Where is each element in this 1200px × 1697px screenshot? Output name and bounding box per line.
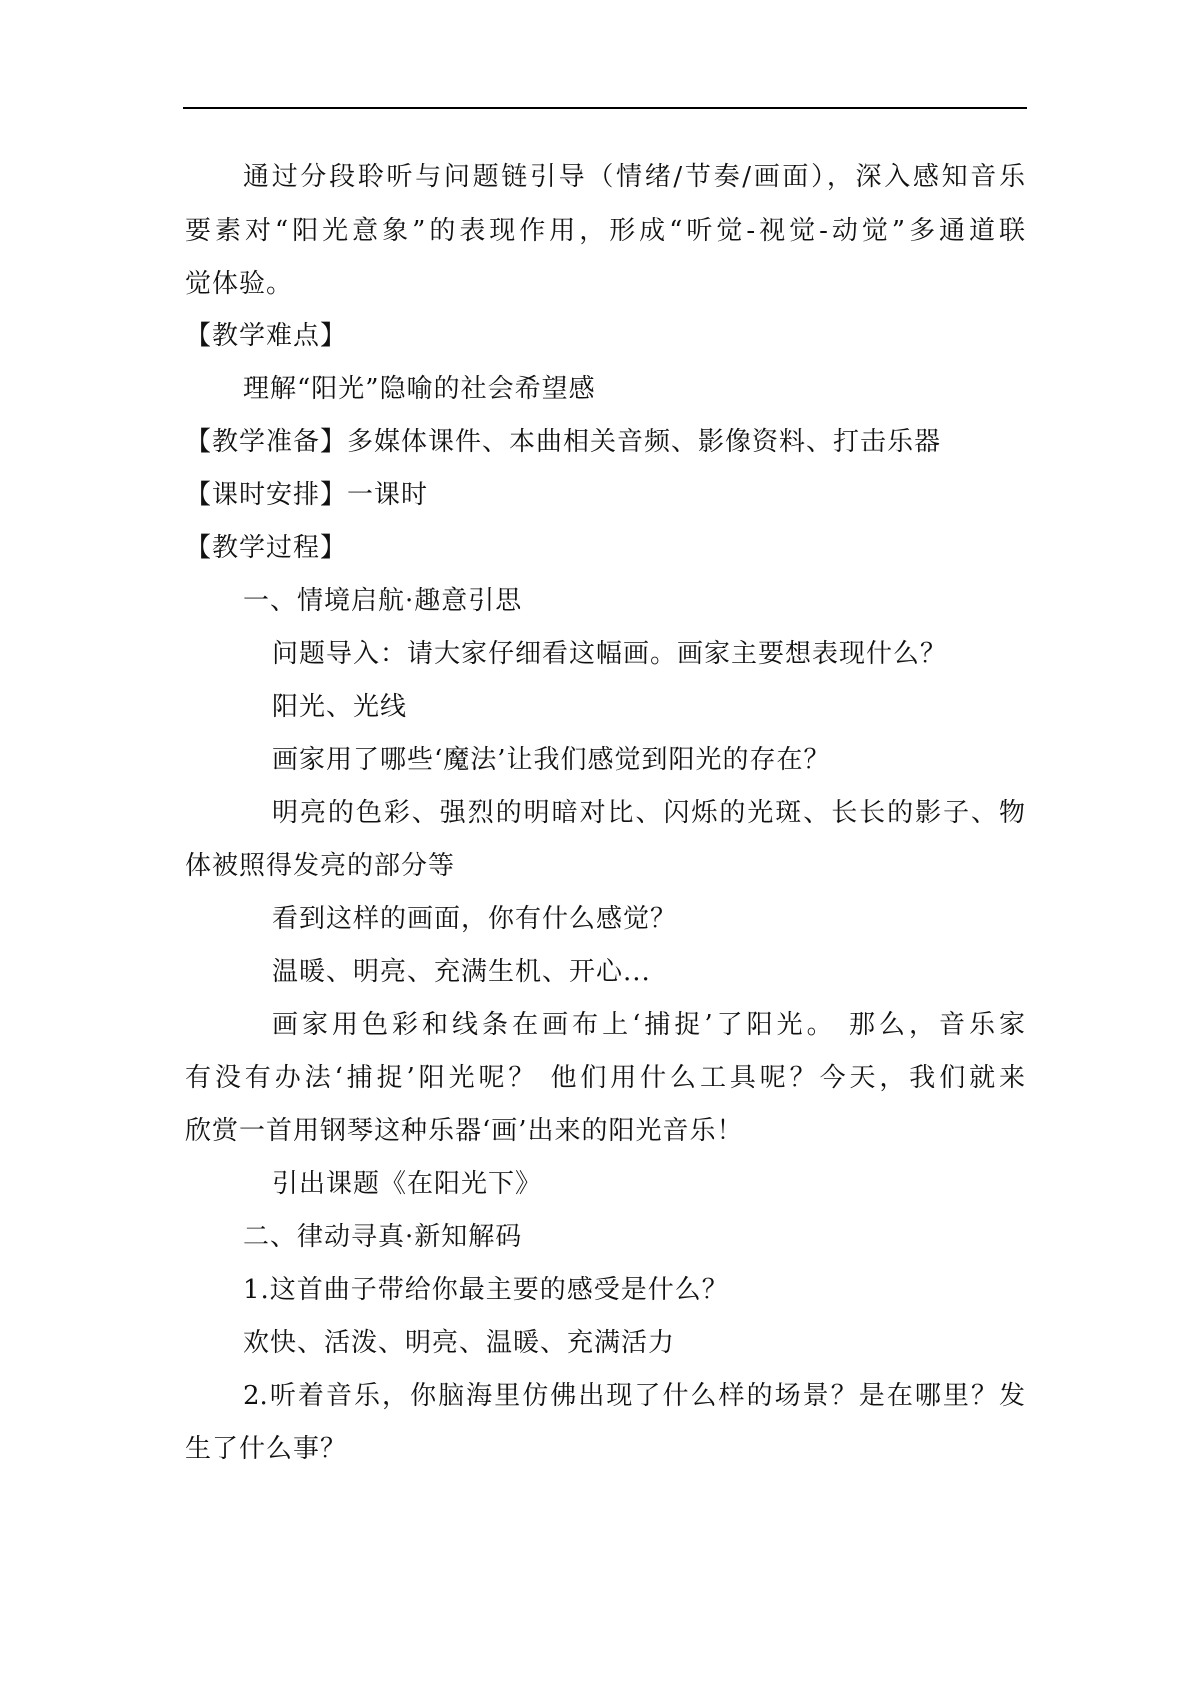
section-2-answer-1: 欢快、活泼、明亮、温暖、充满活力 xyxy=(243,1328,676,1358)
section-1-question-3: 看到这样的画面，你有什么感觉？ xyxy=(272,904,678,934)
section-2-question-2-line-1: 2.听着音乐，你脑海里仿佛出现了什么样的场景？是在哪里？发 xyxy=(243,1381,1025,1411)
section-2-title: 二、律动寻真·新知解码 xyxy=(243,1222,523,1252)
section-1-answer-2-line-1: 明亮的色彩、强烈的明暗对比、闪烁的光斑、长长的影子、物 xyxy=(272,798,1025,828)
section-2-question-2-line-2: 生了什么事？ xyxy=(185,1434,348,1464)
section-2-question-1: 1.这首曲子带给你最主要的感受是什么？ xyxy=(243,1275,729,1305)
schedule-line: 【课时安排】一课时 xyxy=(185,480,429,510)
section-1-answer-1: 阳光、光线 xyxy=(272,692,408,722)
objective-line-1: 通过分段聆听与问题链引导（情绪/节奏/画面），深入感知音乐 xyxy=(243,162,1025,192)
section-1-question-1: 问题导入：请大家仔细看这幅画。画家主要想表现什么？ xyxy=(272,639,948,669)
difficulty-heading: 【教学难点】 xyxy=(185,321,348,351)
section-1-title: 一、情境启航·趣意引思 xyxy=(243,586,523,616)
difficulty-text: 理解“阳光”隐喻的社会希望感 xyxy=(243,374,596,404)
section-1-question-2: 画家用了哪些‘魔法’让我们感觉到阳光的存在？ xyxy=(272,745,831,775)
section-1-transition-line-2: 有没有办法‘捕捉’阳光呢？ 他们用什么工具呢？今天，我们就来 xyxy=(185,1063,1025,1093)
section-1-transition-line-3: 欣赏一首用钢琴这种乐器‘画’出来的阳光音乐！ xyxy=(185,1116,744,1146)
preparation-line: 【教学准备】多媒体课件、本曲相关音频、影像资料、打击乐器 xyxy=(185,427,942,457)
header-rule xyxy=(183,107,1027,109)
section-1-topic: 引出课题《在阳光下》 xyxy=(272,1169,543,1199)
section-1-transition-line-1: 画家用色彩和线条在画布上‘捕捉’了阳光。 那么，音乐家 xyxy=(272,1010,1025,1040)
section-1-answer-3: 温暖、明亮、充满生机、开心... xyxy=(272,957,651,987)
section-1-answer-2-line-2: 体被照得发亮的部分等 xyxy=(185,851,456,881)
objective-line-2: 要素对“阳光意象”的表现作用，形成“听觉-视觉-动觉”多通道联 xyxy=(185,216,1025,246)
objective-line-3: 觉体验。 xyxy=(185,269,294,299)
process-heading: 【教学过程】 xyxy=(185,533,348,563)
